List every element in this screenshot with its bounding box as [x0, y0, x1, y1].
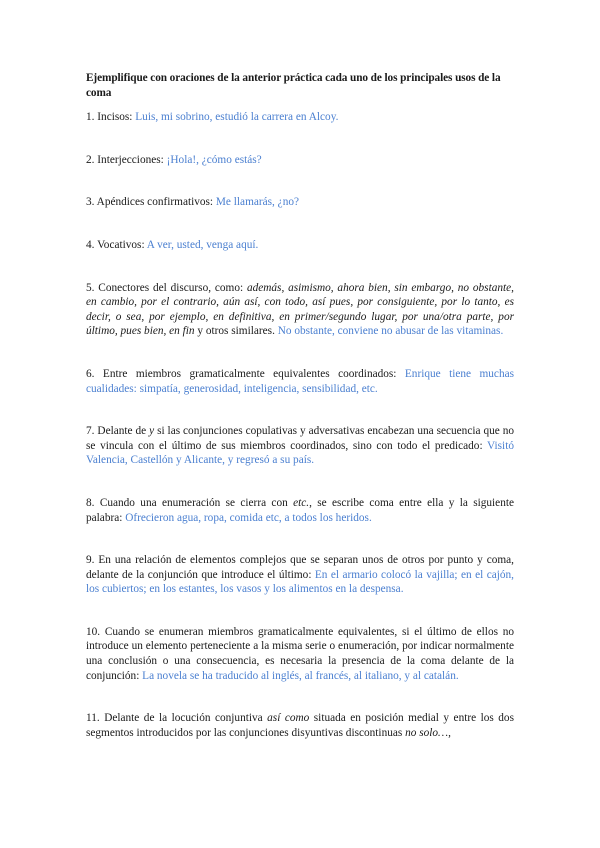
- list-item-2: [86, 153, 514, 168]
- italic-term-2: no solo…,: [405, 726, 451, 739]
- item-label: 3. Apéndices confirmativos:: [86, 196, 216, 209]
- item-label-tail: si las conjunciones copulativas y adversativas encabezan una secuencia que no se vincula con el último de sus miembros coordinados, sino con todo el predicado:: [86, 425, 515, 452]
- list-item-5: [86, 281, 514, 339]
- item-label-tail: , se escribe coma entre ella y la siguiente palabra:: [86, 496, 514, 524]
- item-label: 5. Conectores del discurso, como:: [86, 281, 247, 294]
- page-title: Ejemplifique con oraciones de la anterior práctica cada uno de los principales usos de la coma: [86, 72, 501, 99]
- list-item-11: [86, 711, 514, 740]
- item-example: Ofrecieron agua, ropa, comida etc, a todos los heridos.: [125, 511, 372, 524]
- list-item-3: [86, 195, 514, 210]
- item-example: No obstante, conviene no abusar de las vitaminas.: [277, 325, 504, 338]
- list-item-9: [86, 553, 514, 597]
- item-example: ¡Hola!, ¿cómo estás?: [166, 153, 262, 166]
- document-body: [86, 71, 514, 768]
- item-example: Enrique tiene muchas cualidades: simpatía, generosidad, inteligencia, sensibilidad, etc.: [86, 367, 515, 395]
- list-item-4: [86, 238, 514, 253]
- item-label-tail: situada en posición medial y entre los dos segmentos introducidos por las conjunciones disyuntivas discontinuas: [86, 712, 514, 739]
- item-label: 8. Cuando una enumeración se cierra con: [86, 496, 294, 509]
- italic-term: así como: [267, 712, 310, 725]
- list-item-6: [86, 367, 514, 396]
- list-item-1: [86, 110, 514, 125]
- list-item-8: [86, 496, 514, 525]
- item-example: En el armario colocó la vajilla; en el cajón, los cubiertos; en los estantes, los vasos y los alimentos en la despensa.: [86, 568, 514, 596]
- item-example: A ver, usted, venga aquí.: [146, 238, 259, 251]
- item-label: 9. En una relación de elementos complejos que se separan unos de otros por punto y coma, delante de la conjunción que introduce el último:: [86, 554, 514, 581]
- italic-term: etc.: [293, 496, 310, 509]
- item-label: 4. Vocativos:: [86, 238, 147, 251]
- item-label: 11. Delante de la locución conjuntiva: [86, 712, 268, 725]
- connector-list: además, asimismo, ahora bien, sin embargo, no obstante, en cambio, por el contrario, aún así, con todo, así pues, por consiguiente, por lo tanto, es decir, o sea, por ejemplo, en definitiva, en primer/segundo lugar, por una/otra parte, por último, pues bien, en fin: [86, 281, 514, 338]
- item-label: 1. Incisos:: [86, 111, 136, 124]
- item-example: La novela se ha traducido al inglés, al francés, al italiano, y al catalán.: [142, 669, 459, 682]
- item-label: 6. Entre miembros gramaticalmente equivalentes coordinados:: [86, 367, 405, 380]
- item-example: Luis, mi sobrino, estudió la carrera en Alcoy.: [135, 111, 339, 124]
- item-label: 10. Cuando se enumeran miembros gramaticalmente equivalentes, si el último de ellos no introduce un elemento perteneciente a la misma serie o enumeración, por indicar normalmente una conclusión o una consecuencia, es necesaria la presencia de la coma delante de la conjunción:: [86, 625, 514, 682]
- list-item-7: [86, 424, 514, 468]
- item-example: Me llamarás, ¿no?: [215, 196, 300, 209]
- list-item-10: [86, 625, 514, 683]
- item-example: Visitó Valencia, Castellón y Alicante, y regresó a su país.: [86, 439, 514, 467]
- item-label: 7. Delante de: [86, 425, 150, 438]
- item-label-tail: y otros similares.: [194, 325, 278, 338]
- item-label: 2. Interjecciones:: [86, 153, 167, 166]
- italic-term: y: [149, 425, 155, 438]
